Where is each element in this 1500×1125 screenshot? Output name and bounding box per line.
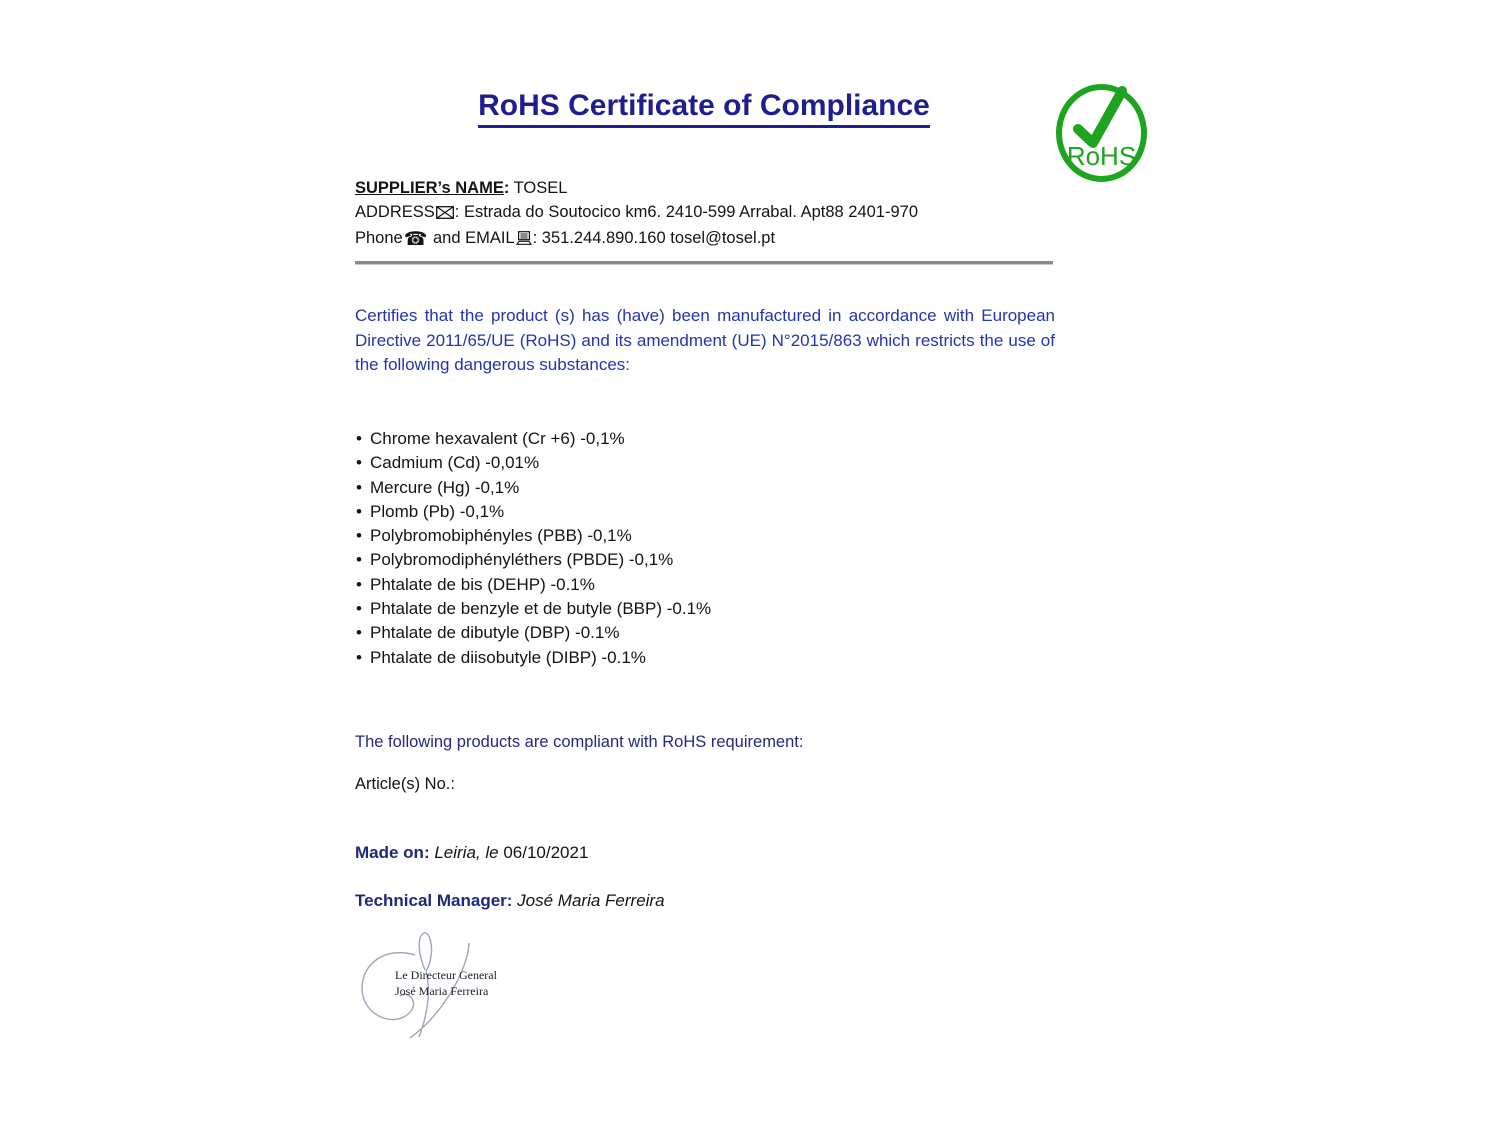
made-on-line <box>355 843 1055 863</box>
made-on-label: Made on: <box>355 843 430 862</box>
list-item: • Plomb (Pb) -0,1% <box>355 500 1053 524</box>
address-value: : Estrada do Soutocico km6. 2410-599 Arrabal. Apt88 2401-970 <box>454 203 919 222</box>
list-item: • Cadmium (Cd) -0,01% <box>355 451 1053 475</box>
envelope-icon <box>436 202 454 226</box>
technical-manager-name: José Maria Ferreira <box>512 891 665 910</box>
made-on-date: 06/10/2021 <box>503 843 589 862</box>
articles-label: Article(s) No.: <box>355 775 455 793</box>
compliance-statement: The following products are compliant with RoHS requirement: <box>355 733 804 751</box>
technical-manager-line <box>355 891 1055 911</box>
computer-icon <box>516 228 532 252</box>
supplier-name-colon: : <box>503 179 510 197</box>
contact-value: : 351.244.890.160 tosel@tosel.pt <box>532 229 776 248</box>
address-label: ADDRESS <box>355 203 435 222</box>
telephone-icon: ☎ <box>403 228 428 251</box>
supplier-name-line <box>355 176 1055 200</box>
list-item: • Phtalate de bis (DEHP) -0.1% <box>355 573 1053 597</box>
supplier-name-value: TOSEL <box>509 179 568 197</box>
rohs-logo-label: RoHS <box>1066 141 1137 171</box>
supplier-address-line <box>355 200 1055 226</box>
supplier-block <box>355 176 1055 253</box>
list-item: • Phtalate de benzyle et de butyle (BBP) -0.1% <box>355 597 1053 621</box>
list-item: • Phtalate de dibutyle (DBP) -0.1% <box>355 621 1053 645</box>
email-label: and EMAIL <box>428 229 515 248</box>
divider-rule <box>355 261 1053 265</box>
phone-label: Phone <box>355 229 403 248</box>
list-item: • Phtalate de diisobutyle (DIBP) -0.1% <box>355 646 1053 670</box>
page-title: RoHS Certificate of Compliance <box>478 88 930 128</box>
title-row <box>355 88 1053 128</box>
list-item: • Chrome hexavalent (Cr +6) -0,1% <box>355 427 1053 451</box>
made-on-place: Leiria, le <box>429 843 504 862</box>
list-item: • Polybromobiphényles (PBB) -0,1% <box>355 524 1053 548</box>
signature-caption-line2: José Maria Ferreira <box>395 984 489 998</box>
technical-manager-label: Technical Manager: <box>355 891 513 910</box>
rohs-check-icon <box>1054 82 1149 183</box>
list-item: • Polybromodiphényléthers (PBDE) -0,1% <box>355 548 1053 572</box>
supplier-name-label: SUPPLIER’s NAME <box>355 179 504 197</box>
supplier-contact-line <box>355 226 1055 252</box>
list-item: • Mercure (Hg) -0,1% <box>355 476 1053 500</box>
substances-list <box>355 427 1053 670</box>
signature-block <box>355 924 515 1052</box>
certification-paragraph: Certifies that the product (s) has (have) been manufactured in accordance with European Directive 2011/65/UE (RoHS) and its amendment (UE) N°2015/863 which restricts the use of the following dangerous substances: <box>355 306 1055 374</box>
signature-caption <box>395 967 525 999</box>
signature-caption-line1: Le Directeur General <box>395 968 497 982</box>
rohs-logo <box>1054 82 1149 183</box>
